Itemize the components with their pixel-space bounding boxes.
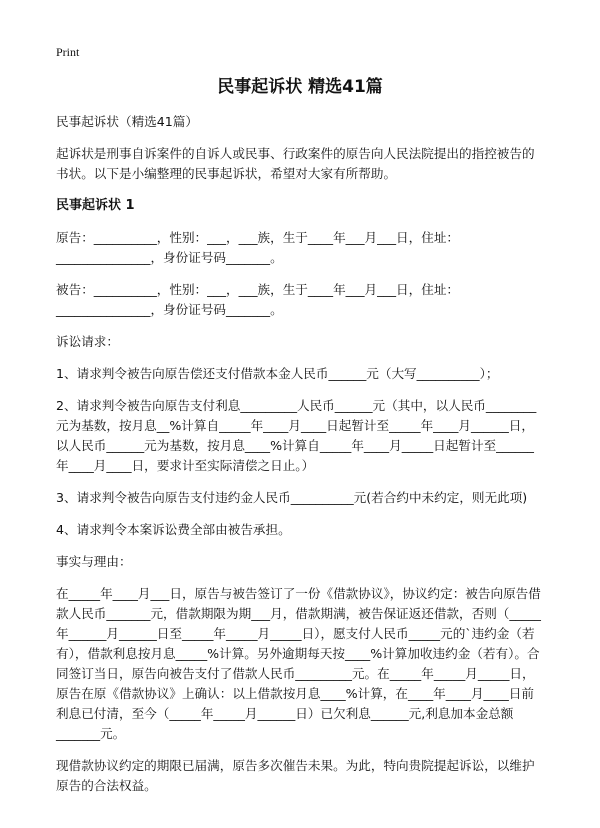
claim-item-3: 3、请求判令被告向原告支付违约金人民币__________元(若合约中未约定，则无此项) <box>56 490 528 505</box>
facts-paragraph: 在_____年____月___日，原告与被告签订了一份《借款协议》，协议约定：被告向原告借款人民币_______元，借款期限为期___月，借款期满，被告保证返还借款，否则（_____年______月______日至_____年_____月_____日），愿支付人民币_____元的`违约金（若有），借款利息按月息_____%计算。另外逾期每天按____%计算加收违约金（若有）。合同签订当日，原告向被告支付了借款人民币_________元。在_____年_____月_____日，原告在原《借款协议》上确认：以上借款按月息____%计算，在____年____月____日前利息已付清，至今（_____年_____月______日）已欠利息______元,利息加本金总额_______元。 <box>56 586 541 741</box>
plaintiff-info: 原告：__________，性别：___，___族，生于____年___月___日，住址：_______________，身份证号码_______。 <box>56 230 459 265</box>
intro-paragraph: 起诉状是刑事自诉案件的自诉人或民事、行政案件的原告向人民法院提出的指控被告的书状。以下是小编整理的民事起诉状，希望对大家有所帮助。 <box>56 146 535 181</box>
document-subtitle: 民事起诉状（精选41篇） <box>56 114 198 129</box>
claim-item-2: 2、请求判令被告向原告支付利息_________人民币______元（其中，以人民币________元为基数，按月息__%计算自_____年____月____日起暂计至_____年____月______日，以人民币______元为基数，按月息____%计算自_____年____月_____日起暂计至______年____月____日，要求计至实际清偿之日止。） <box>56 398 537 473</box>
claims-heading: 诉讼请求： <box>56 334 119 349</box>
print-label: Print <box>56 45 80 59</box>
conclusion-paragraph: 现借款协议约定的期限已届满，原告多次催告未果。为此，特向贵院提起诉讼，以维护原告的合法权益。 <box>56 758 535 793</box>
section-heading: 民事起诉状 1 <box>56 198 135 213</box>
document-title: 民事起诉状 精选41篇 <box>217 77 383 97</box>
claim-item-1: 1、请求判令被告向原告偿还支付借款本金人民币______元（大写__________）； <box>56 366 499 381</box>
facts-heading: 事实与理由： <box>56 554 132 569</box>
defendant-info: 被告：__________，性别：___，___族，生于____年___月___日，住址：_______________，身份证号码_______。 <box>56 282 459 317</box>
claim-item-4: 4、请求判令本案诉讼费全部由被告承担。 <box>56 522 291 537</box>
